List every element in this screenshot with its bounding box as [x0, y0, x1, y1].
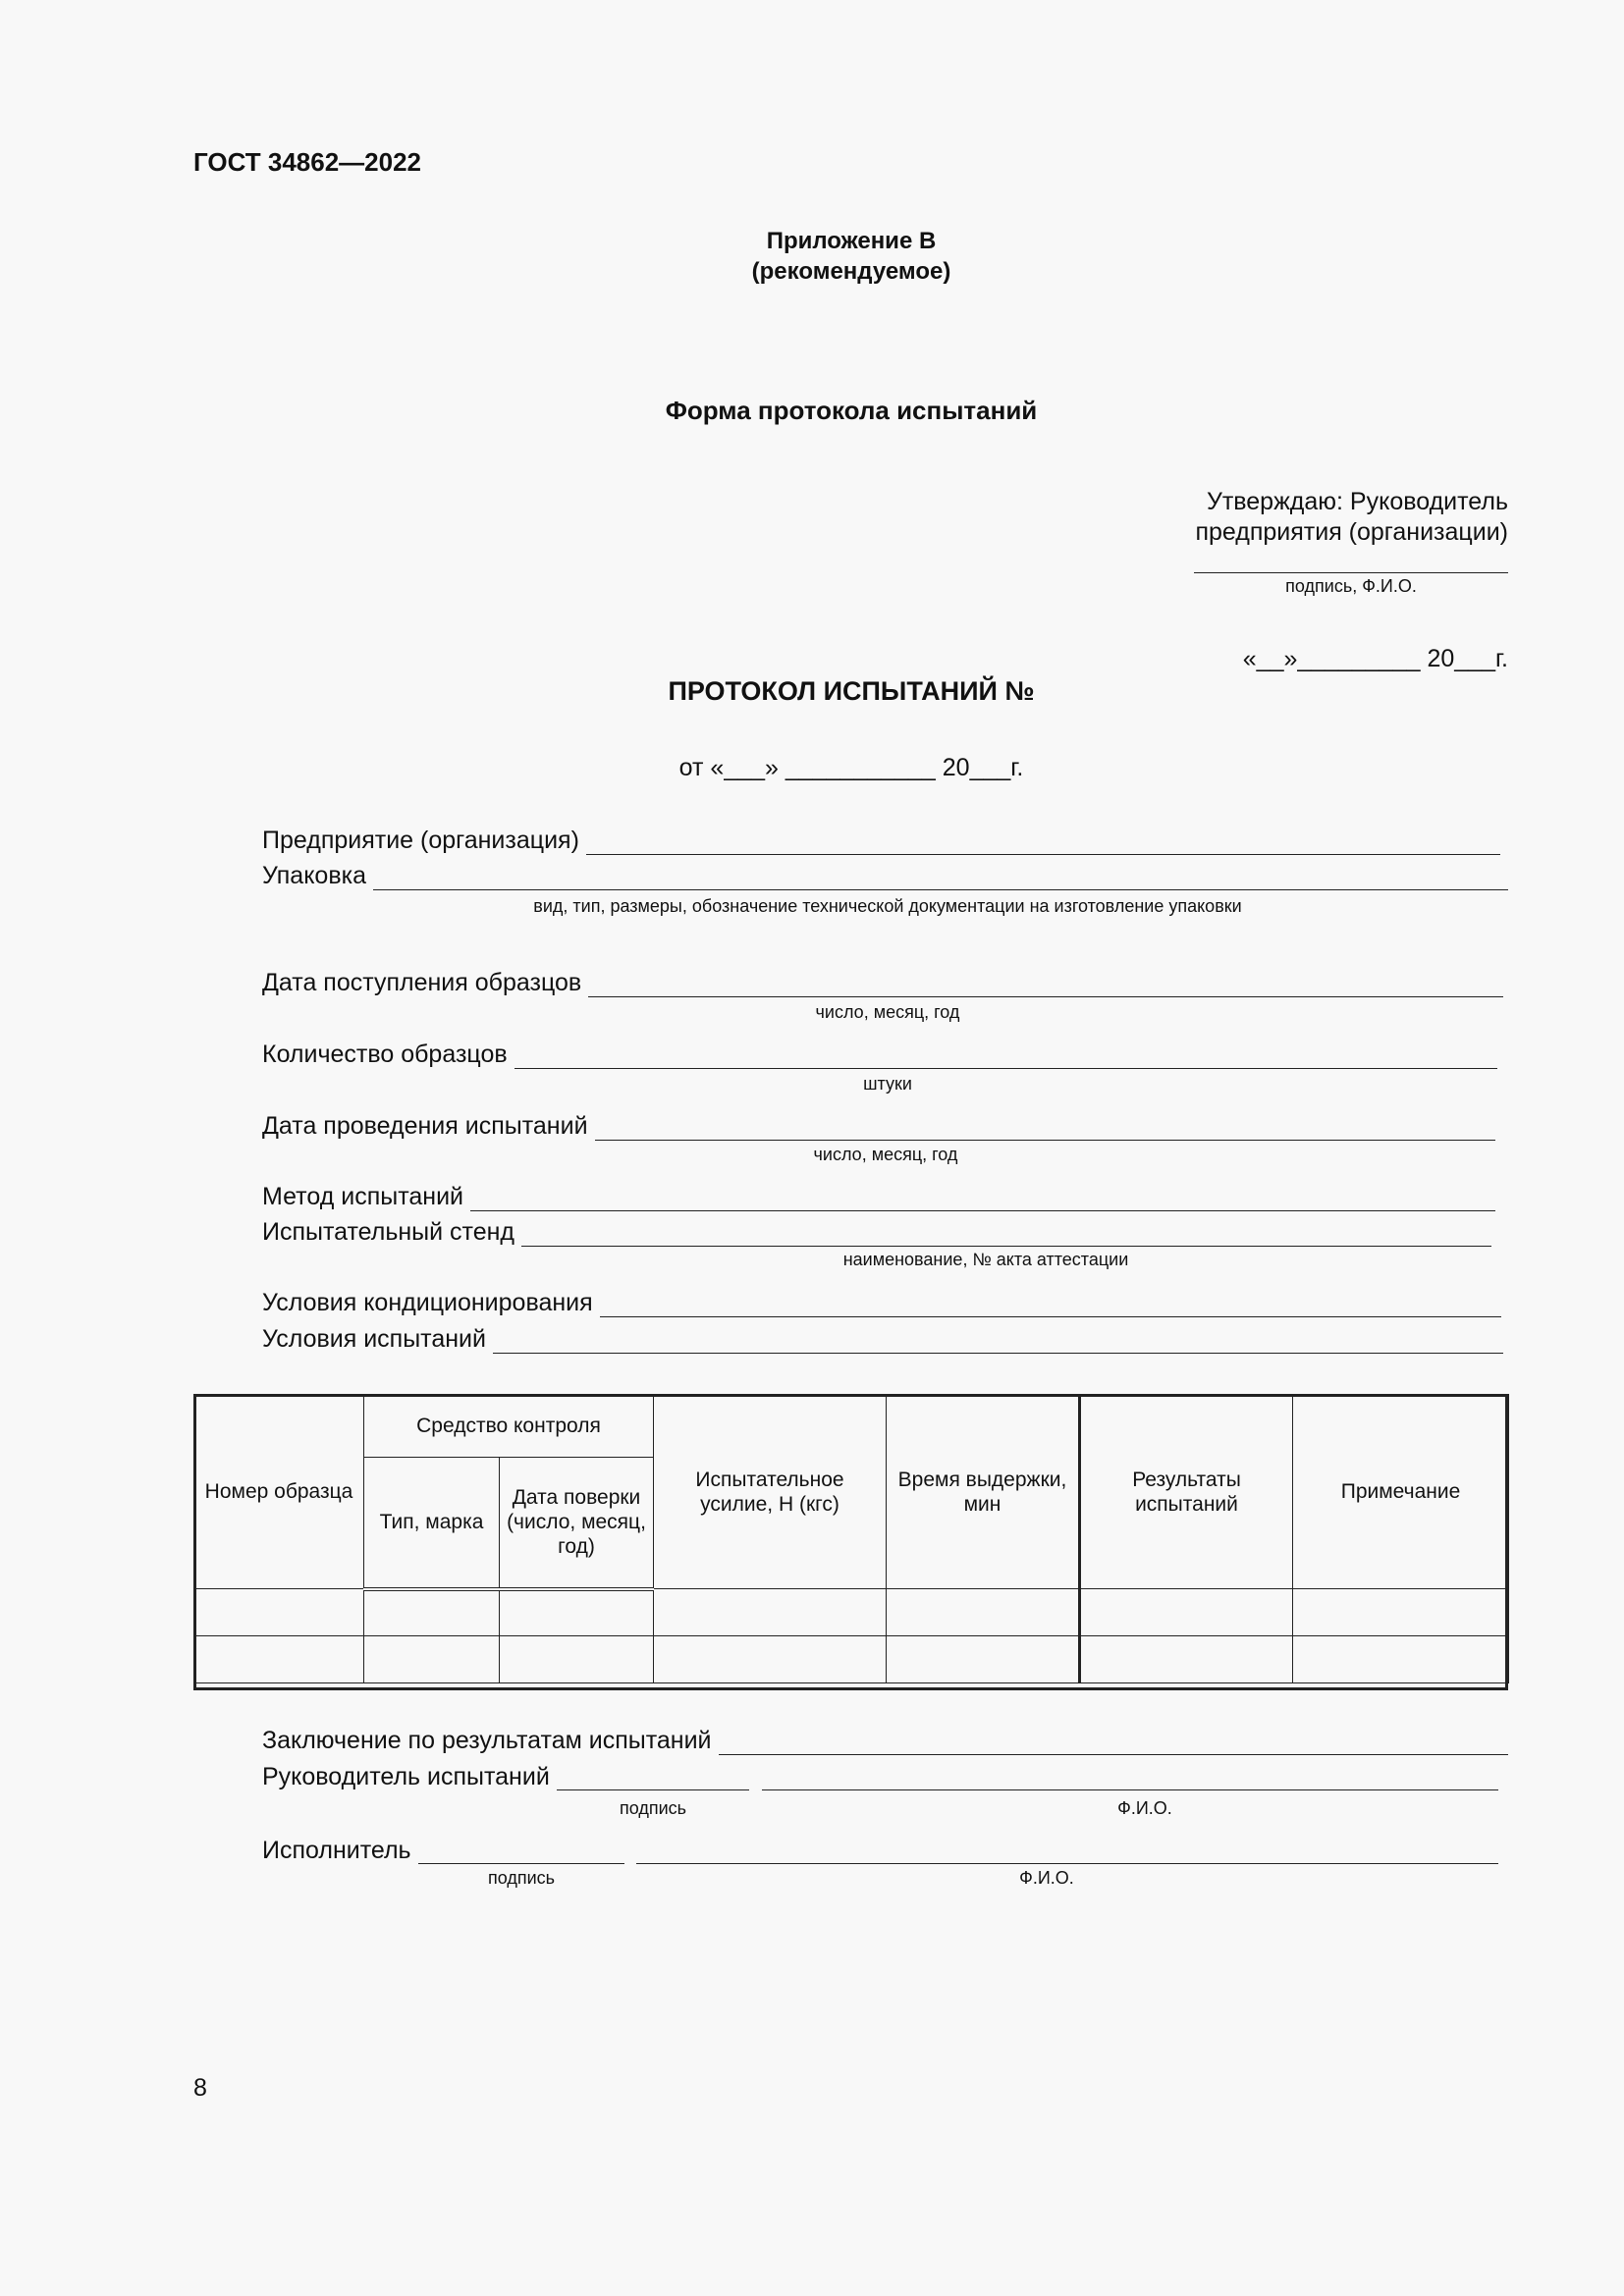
receipt-date-field[interactable]: [262, 969, 1503, 997]
receipt-date-caption: число, месяц, год: [815, 1002, 960, 1022]
table-cell[interactable]: [887, 1636, 1080, 1683]
test-head-signature-caption: подпись: [619, 1798, 687, 1818]
approval-signature-caption: подпись, Ф.И.О.: [1285, 576, 1417, 596]
enterprise-label: Предприятие (организация): [262, 827, 579, 854]
receipt-date-line[interactable]: [588, 975, 1503, 997]
appendix-status: (рекомендуемое): [751, 258, 951, 285]
page-number: 8: [193, 2074, 207, 2102]
conclusion-label: Заключение по результатам испытаний: [262, 1727, 712, 1754]
table-row: [194, 1589, 1509, 1636]
table-cell[interactable]: [1080, 1589, 1293, 1636]
approval-block: [1195, 487, 1508, 548]
packaging-line[interactable]: [373, 868, 1508, 890]
test-date-label: Дата проведения испытаний: [262, 1112, 588, 1140]
table-cell[interactable]: [887, 1589, 1080, 1636]
executor-signature-caption: подпись: [487, 1868, 556, 1888]
header-type-brand: Тип, марка: [364, 1458, 500, 1589]
conclusion-field[interactable]: [262, 1727, 1508, 1755]
test-head-signature-line[interactable]: [557, 1789, 749, 1790]
table-cell[interactable]: [364, 1636, 500, 1683]
approval-date: «__»_________ 20___г.: [1242, 645, 1508, 672]
approval-line2: предприятия (организации): [1195, 518, 1508, 546]
table-cell[interactable]: [364, 1589, 500, 1636]
method-label: Метод испытаний: [262, 1183, 464, 1210]
table-cell[interactable]: [500, 1589, 654, 1636]
stand-line[interactable]: [521, 1224, 1491, 1247]
test-conditions-field[interactable]: [262, 1325, 1503, 1354]
header-test-force: Испытательное усилие, Н (кгс): [654, 1395, 887, 1589]
stand-caption: наименование, № акта аттестации: [842, 1250, 1129, 1269]
conditioning-line[interactable]: [600, 1295, 1501, 1317]
executor-name-line[interactable]: [636, 1863, 1498, 1864]
conditioning-field[interactable]: [262, 1289, 1501, 1317]
packaging-label: Упаковка: [262, 862, 366, 889]
packaging-caption: вид, тип, размеры, обозначение технической документации на изготовление упаковки: [533, 896, 1242, 916]
header-hold-time: Время выдержки, мин: [887, 1395, 1080, 1589]
appendix-heading: [0, 226, 1624, 287]
table-cell[interactable]: [654, 1589, 887, 1636]
packaging-field[interactable]: [262, 862, 1508, 890]
approval-signature-line[interactable]: [1194, 572, 1508, 573]
form-title: Форма протокола испытаний: [665, 396, 1038, 425]
executor-signature-line[interactable]: [418, 1863, 624, 1864]
document-code: ГОСТ 34862—2022: [193, 147, 421, 177]
test-conditions-line[interactable]: [493, 1331, 1503, 1354]
stand-label: Испытательный стенд: [262, 1218, 515, 1246]
conclusion-line[interactable]: [719, 1733, 1508, 1755]
table-cell[interactable]: [654, 1636, 887, 1683]
approval-line1: Утверждаю: Руководитель: [1206, 488, 1508, 515]
header-results: Результаты испытаний: [1080, 1395, 1293, 1589]
appendix-title: Приложение В: [766, 228, 937, 254]
table-cell[interactable]: [194, 1636, 364, 1683]
executor-label: Исполнитель: [262, 1837, 411, 1864]
sample-count-label: Количество образцов: [262, 1041, 508, 1068]
sample-count-caption: штуки: [863, 1074, 912, 1094]
table-cell[interactable]: [194, 1589, 364, 1636]
results-table: [193, 1394, 1509, 1683]
test-date-caption: число, месяц, год: [813, 1145, 958, 1164]
test-date-line[interactable]: [595, 1118, 1495, 1141]
stand-field[interactable]: [262, 1218, 1491, 1247]
test-head-label: Руководитель испытаний: [262, 1763, 550, 1790]
header-control-means: Средство контроля: [364, 1395, 654, 1458]
test-conditions-label: Условия испытаний: [262, 1325, 486, 1353]
test-head-name-line[interactable]: [762, 1789, 1498, 1790]
table-cell[interactable]: [1293, 1589, 1509, 1636]
table-cell[interactable]: [1293, 1636, 1509, 1683]
sample-count-field[interactable]: [262, 1041, 1497, 1069]
receipt-date-label: Дата поступления образцов: [262, 969, 582, 996]
method-line[interactable]: [470, 1189, 1495, 1211]
header-sample-number: Номер образца: [194, 1395, 364, 1589]
protocol-date: от «___» ___________ 20___г.: [678, 754, 1024, 781]
header-verification-date: Дата поверки (число, месяц, год): [500, 1458, 654, 1589]
enterprise-line[interactable]: [586, 832, 1500, 855]
enterprise-field[interactable]: [262, 827, 1500, 855]
table-row: [194, 1636, 1509, 1683]
table-cell[interactable]: [1080, 1636, 1293, 1683]
executor-name-caption: Ф.И.О.: [1019, 1868, 1074, 1888]
method-field[interactable]: [262, 1183, 1495, 1211]
conditioning-label: Условия кондиционирования: [262, 1289, 593, 1316]
test-date-field[interactable]: [262, 1112, 1495, 1141]
test-head-name-caption: Ф.И.О.: [1117, 1798, 1172, 1818]
protocol-title: ПРОТОКОЛ ИСПЫТАНИЙ №: [668, 676, 1035, 706]
header-note: Примечание: [1293, 1395, 1509, 1589]
table-cell[interactable]: [500, 1636, 654, 1683]
sample-count-line[interactable]: [514, 1046, 1497, 1069]
